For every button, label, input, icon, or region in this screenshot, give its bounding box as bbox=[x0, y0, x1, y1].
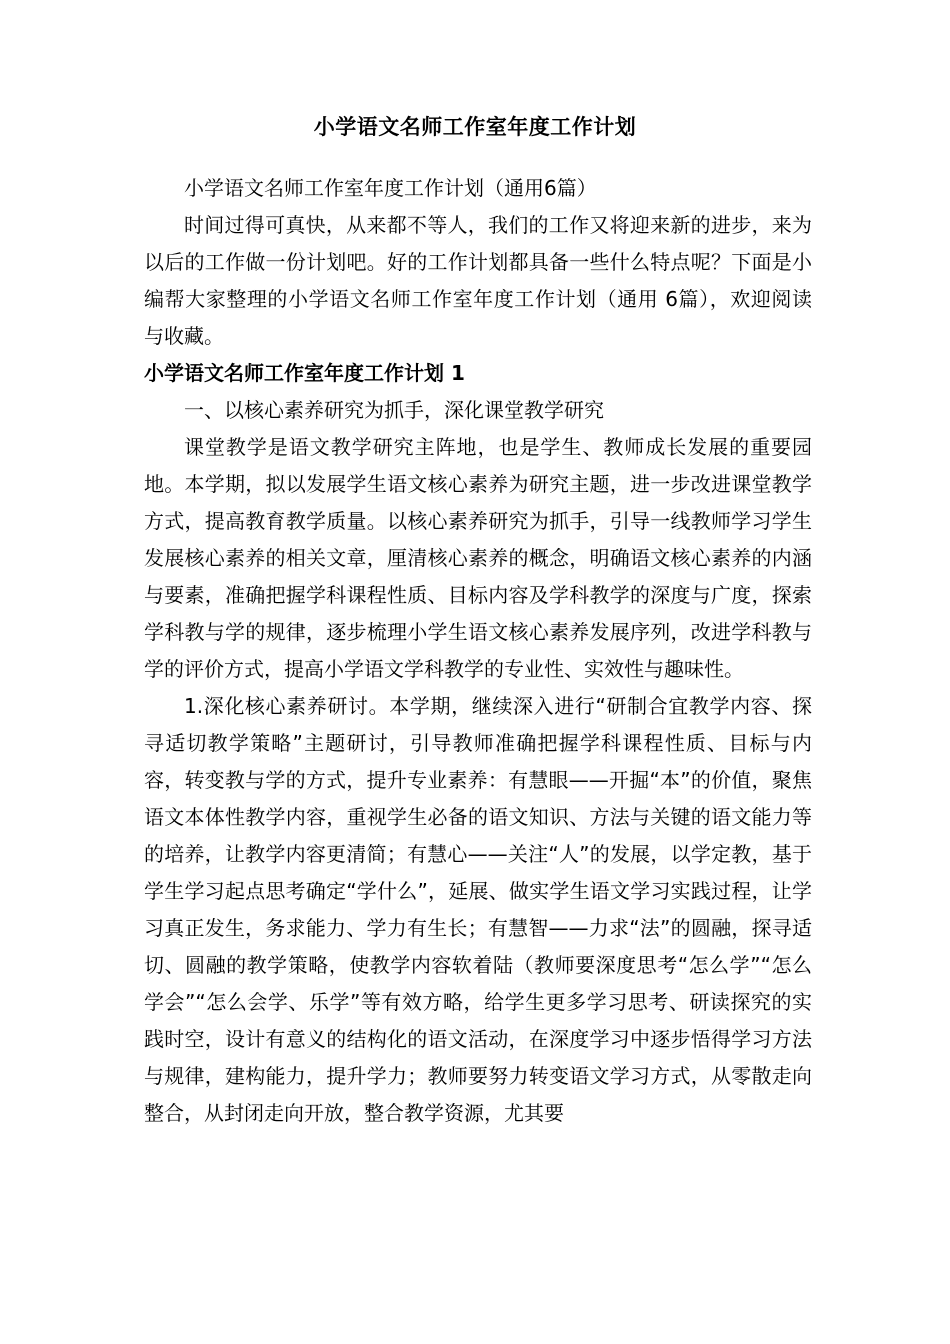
intro-paragraph: 时间过得可真快，从来都不等人，我们的工作又将迎来新的进步，来为以后的工作做一份计划吧。好的工作计划都具备一些什么特点呢？下面是小编帮大家整理的小学语文名师工作室年度工作计划（通用 6篇），欢迎阅读与收藏。 bbox=[144, 213, 812, 348]
body-paragraph: 课堂教学是语文教学研究主阵地，也是学生、教师成长发展的重要园地。本学期，拟以发展学生语文核心素养为研究主题，进一步改进课堂教学方式，提高教育教学质量。以核心素养研究为抓手，引导一线教师学习学生发展核心素养的相关文章，厘清核心素养的概念，明确语文核心素养的内涵与要素，准确把握学科课程性质、目标内容及学科教学的深度与广度，探索学科教与学的规律，逐步梳理小学生语文核心素养发展序列，改进学科教与学的评价方式，提高小学语文学科教学的专业性、实效性与趣味性。 bbox=[144, 435, 812, 681]
subsection-heading: 一、以核心素养研究为抓手，深化课堂教学研究 bbox=[184, 398, 604, 422]
document-body bbox=[144, 170, 812, 1132]
section-heading: 小学语文名师工作室年度工作计划 1 bbox=[144, 361, 465, 385]
subtitle-paragraph: 小学语文名师工作室年度工作计划（通用6篇） bbox=[184, 176, 597, 200]
document-title: 小学语文名师工作室年度工作计划 bbox=[313, 115, 637, 139]
body-paragraph: 1.深化核心素养研讨。本学期，继续深入进行“研制合宜教学内容、探寻适切教学策略”主题研讨，引导教师准确把握学科课程性质、目标与内容，转变教与学的方式，提升专业素养：有慧眼——开掘“本”的价值，聚焦语文本体性教学内容，重视学生必备的语文知识、方法与关键的语文能力等的培养，让教学内容更清简；有慧心——关注“人”的发展，以学定教，基于学生学习起点思考确定“学什么”，延展、做实学生语文学习实践过程，让学习真正发生，务求能力、学力有生长；有慧智——力求“法”的圆融，探寻适切、圆融的教学策略，使教学内容软着陆（教师要深度思考“怎么学”“怎么学会”“怎么会学、乐学”等有效方略，给学生更多学习思考、研读探究的实践时空，设计有意义的结构化的语文活动，在深度学习中逐步悟得学习方法与规律，建构能力，提升学力；教师要努力转变语文学习方式，从零散走向整合，从封闭走向开放，整合教学资源，尤其要 bbox=[144, 694, 812, 1125]
